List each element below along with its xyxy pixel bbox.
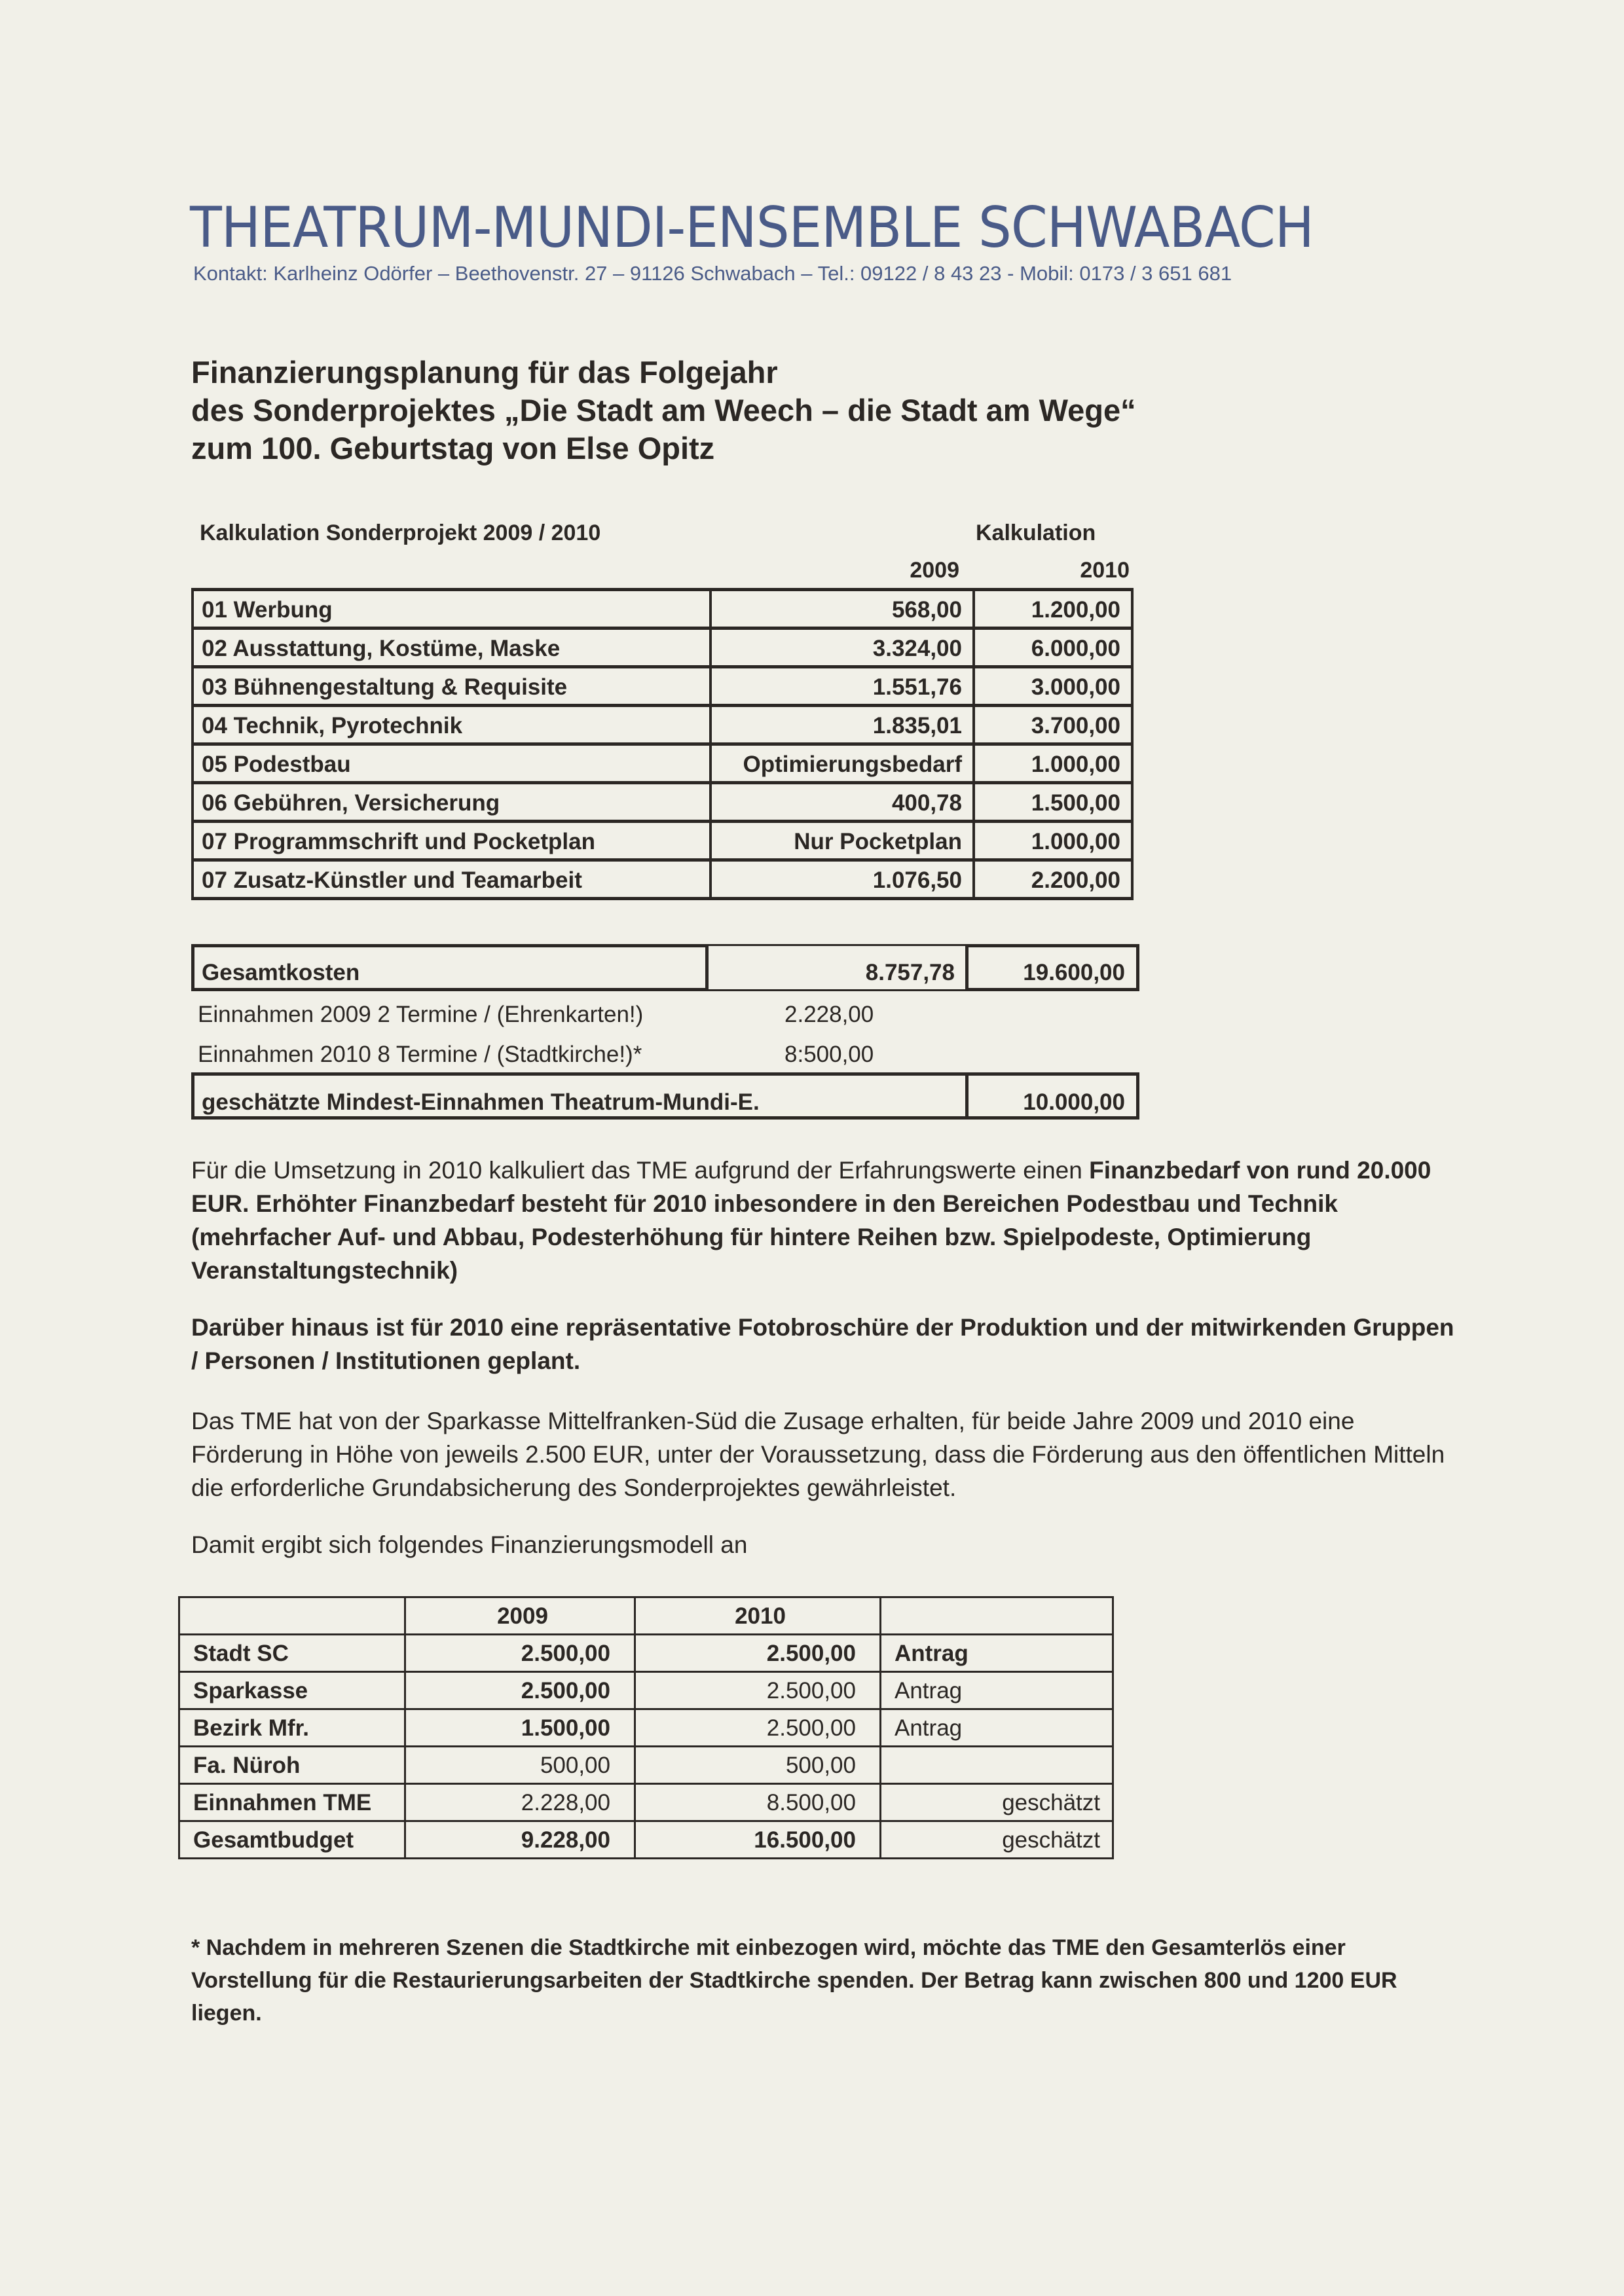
funding-2009: 2.500,00 — [405, 1635, 635, 1672]
cost-2009: Nur Pocketplan — [710, 822, 974, 860]
cost-2010: 3.000,00 — [974, 667, 1132, 706]
total-2009: 8.757,78 — [865, 960, 955, 985]
table-row — [179, 1635, 1113, 1672]
min-income-value: 10.000,00 — [1023, 1089, 1125, 1115]
cost-2009: 1.076,50 — [710, 860, 974, 899]
funding-2010: 2.500,00 — [635, 1635, 881, 1672]
funding-2010: 2.500,00 — [635, 1672, 881, 1709]
funding-note — [881, 1747, 1113, 1784]
paragraph-photo-brochure: Darüber hinaus ist für 2010 eine repräsentative Fotobroschüre der Produktion und der mitwirkenden Gruppen / Personen / Institutionen geplant. — [191, 1314, 1454, 1374]
cost-item: 07 Zusatz-Künstler und Teamarbeit — [193, 860, 710, 899]
funding-2010: 8.500,00 — [635, 1784, 881, 1821]
funding-2010: 2.500,00 — [635, 1709, 881, 1747]
financing-table — [178, 1596, 1114, 1859]
cost-2009: 400,78 — [710, 783, 974, 822]
cost-item: 01 Werbung — [193, 590, 710, 629]
income-2009-label: Einnahmen 2009 2 Termine / (Ehrenkarten!) — [198, 1002, 644, 1027]
paragraph-financing-intro: Damit ergibt sich folgendes Finanzierungsmodell an — [191, 1531, 748, 1558]
funding-note: geschätzt — [881, 1821, 1113, 1859]
total-label: Gesamtkosten — [202, 960, 360, 985]
funding-note: Antrag — [881, 1709, 1113, 1747]
footnote: * Nachdem in mehreren Szenen die Stadtkirche mit einbezogen wird, möchte das TME den Gesamterlös einer Vorstellung für die Restaurierungsarbeiten der Stadtkirche spenden. Der Betrag kann zwischen 800 und 1200 EUR liegen. — [191, 1935, 1397, 2026]
total-2010: 19.600,00 — [1023, 960, 1125, 985]
income-2009-value: 2.228,00 — [784, 1002, 874, 1027]
header-note-empty — [881, 1597, 1113, 1635]
cost-item: 02 Ausstattung, Kostüme, Maske — [193, 629, 710, 667]
cost-item: 03 Bühnengestaltung & Requisite — [193, 667, 710, 706]
table-row — [193, 706, 1132, 744]
cost-item: 07 Programmschrift und Pocketplan — [193, 822, 710, 860]
cost-2009: 1.551,76 — [710, 667, 974, 706]
table-row — [179, 1747, 1113, 1784]
income-2010-value: 8:500,00 — [784, 1042, 874, 1067]
cost-item: 04 Technik, Pyrotechnik — [193, 706, 710, 744]
cost-2009: 1.835,01 — [710, 706, 974, 744]
column-header-2009: 2009 — [910, 558, 959, 583]
heading-line-1: Finanzierungsplanung für das Folgejahr — [191, 355, 778, 390]
table-row — [179, 1784, 1113, 1821]
paragraph-sparkasse: Das TME hat von der Sparkasse Mittelfranken-Süd die Zusage erhalten, für beide Jahre 2009 und 2010 eine Förderung in Höhe von jeweils 2.500 EUR, unter der Voraussetzung, dass die Förderung aus den öffentlichen Mitteln die erforderliche Grundabsicherung des Sonderprojektes gewährleistet. — [191, 1408, 1445, 1501]
income-2010-label: Einnahmen 2010 8 Termine / (Stadtkirche!)* — [198, 1042, 642, 1067]
cost-item: 06 Gebühren, Versicherung — [193, 783, 710, 822]
funding-source: Einnahmen TME — [179, 1784, 405, 1821]
table-row — [179, 1672, 1113, 1709]
table-row — [193, 744, 1132, 783]
cost-2010: 1.000,00 — [974, 744, 1132, 783]
funding-source: Gesamtbudget — [179, 1821, 405, 1859]
table-row — [193, 860, 1132, 899]
funding-source: Sparkasse — [179, 1672, 405, 1709]
cost-2009: 568,00 — [710, 590, 974, 629]
funding-note: Antrag — [881, 1635, 1113, 1672]
funding-2009: 500,00 — [405, 1747, 635, 1784]
funding-2010: 500,00 — [635, 1747, 881, 1784]
calculation-table — [191, 588, 1134, 900]
financing-header-2010: 2010 — [635, 1597, 881, 1635]
calculation-label: Kalkulation Sonderprojekt 2009 / 2010 — [200, 520, 601, 545]
financing-header-2009: 2009 — [405, 1597, 635, 1635]
cost-2010: 6.000,00 — [974, 629, 1132, 667]
calculation-column-group-header: Kalkulation — [976, 520, 1096, 545]
paragraph-finance-need-bold: Finanzbedarf von rund 20.000 EUR. Erhöhter Finanzbedarf besteht für 2010 inbesondere in den Bereichen Podestbau und Technik (mehrfacher Auf- und Abbau, Podesterhöhung für hintere Reihen bzw. Spielpodeste, Optimierung Veranstaltungstechnik) — [191, 1157, 1431, 1284]
document-heading — [191, 354, 1136, 467]
table-row — [193, 629, 1132, 667]
funding-2009: 2.500,00 — [405, 1672, 635, 1709]
funding-2009: 2.228,00 — [405, 1784, 635, 1821]
cost-2010: 1.000,00 — [974, 822, 1132, 860]
funding-source: Stadt SC — [179, 1635, 405, 1672]
cost-2009: 3.324,00 — [710, 629, 974, 667]
column-header-2010: 2010 — [1080, 558, 1130, 583]
heading-line-3: zum 100. Geburtstag von Else Opitz — [191, 431, 715, 465]
funding-source: Fa. Nüroh — [179, 1747, 405, 1784]
cost-2010: 1.200,00 — [974, 590, 1132, 629]
funding-note: Antrag — [881, 1672, 1113, 1709]
paragraph-finance-need-text: Für die Umsetzung in 2010 kalkuliert das TME aufgrund der Erfahrungswerte einen — [191, 1157, 1090, 1184]
table-row — [179, 1821, 1113, 1859]
funding-note: geschätzt — [881, 1784, 1113, 1821]
organization-title: THEATRUM-MUNDI-ENSEMBLE SCHWABACH — [190, 195, 1314, 261]
table-row — [193, 822, 1132, 860]
cost-item: 05 Podestbau — [193, 744, 710, 783]
funding-2010: 16.500,00 — [635, 1821, 881, 1859]
cost-2010: 2.200,00 — [974, 860, 1132, 899]
funding-2009: 1.500,00 — [405, 1709, 635, 1747]
paragraph-finance-need — [191, 1154, 1462, 1287]
funding-source: Bezirk Mfr. — [179, 1709, 405, 1747]
min-income-label: geschätzte Mindest-Einnahmen Theatrum-Mundi-E. — [202, 1089, 760, 1115]
table-row — [193, 667, 1132, 706]
table-row — [193, 783, 1132, 822]
cost-2009: Optimierungsbedarf — [710, 744, 974, 783]
cost-2010: 1.500,00 — [974, 783, 1132, 822]
table-row — [179, 1709, 1113, 1747]
header-empty — [179, 1597, 405, 1635]
heading-line-2: des Sonderprojektes „Die Stadt am Weech – die Stadt am Wege“ — [191, 393, 1136, 428]
contact-line: Kontakt: Karlheinz Odörfer – Beethovenstr. 27 – 91126 Schwabach – Tel.: 09122 / 8 43 23 - Mobil: 0173 / 3 651 681 — [193, 262, 1232, 285]
table-row — [193, 590, 1132, 629]
cost-2010: 3.700,00 — [974, 706, 1132, 744]
table-header-row — [179, 1597, 1113, 1635]
funding-2009: 9.228,00 — [405, 1821, 635, 1859]
